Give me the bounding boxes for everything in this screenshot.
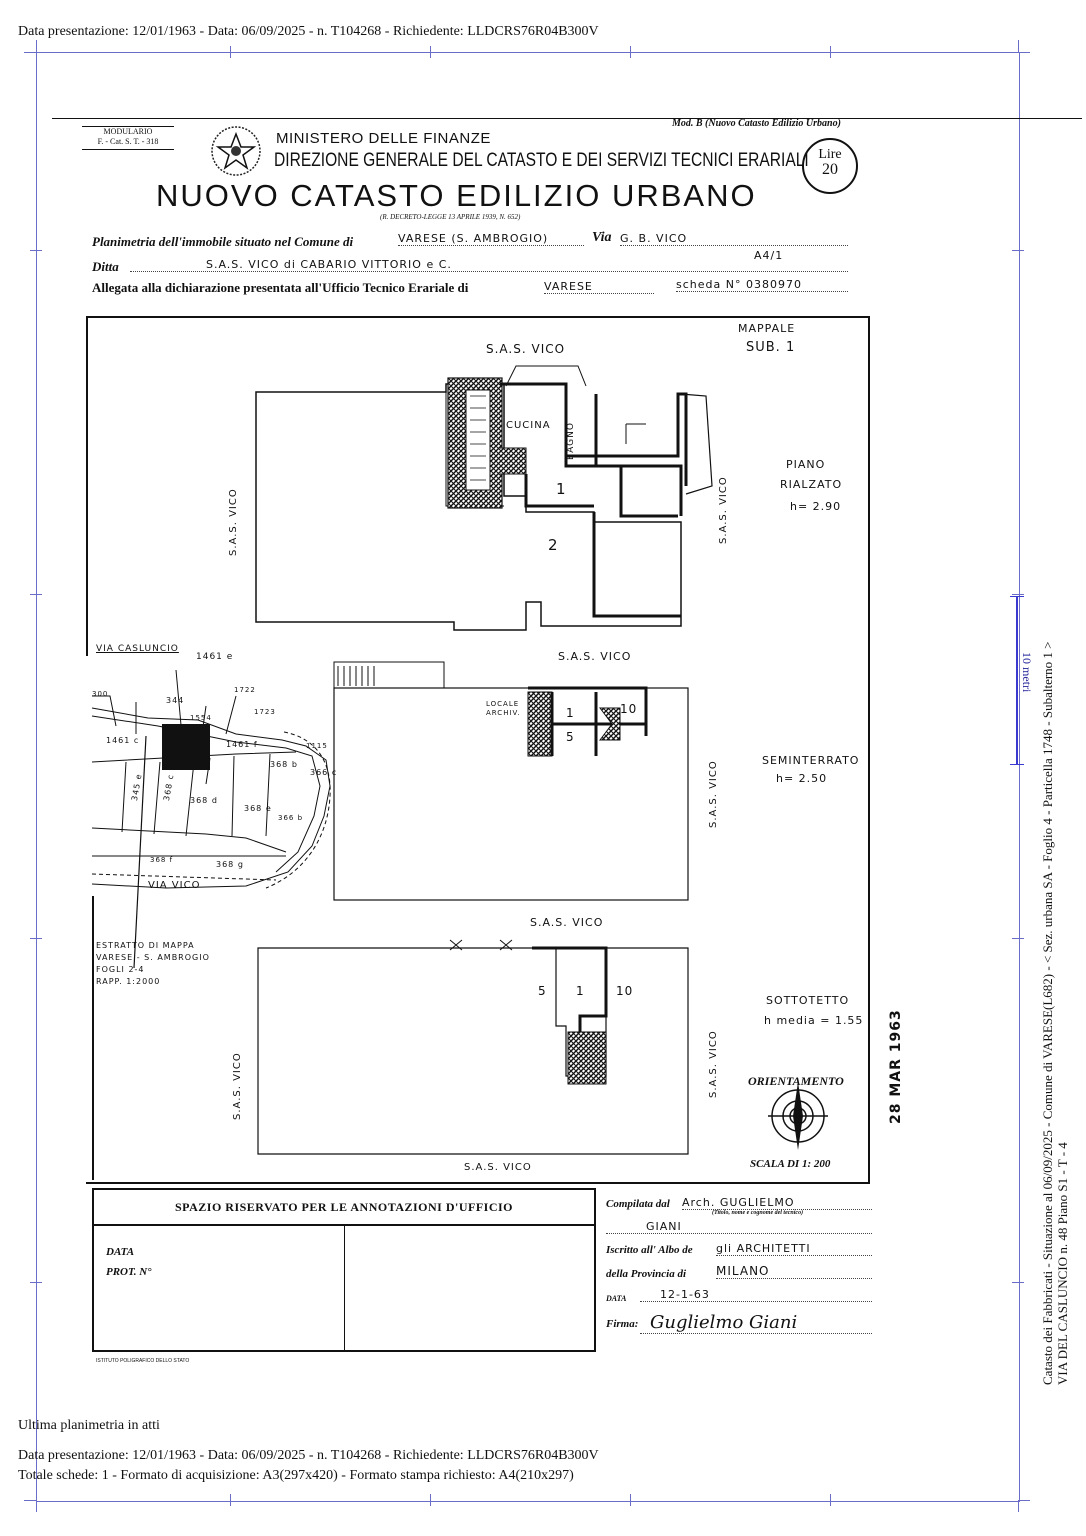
- parcel-368f: 368 f: [150, 856, 174, 864]
- via-vico-map: VIA VICO: [148, 880, 201, 891]
- via-casluncio: VIA CASLUNCIO: [96, 644, 179, 654]
- sot-right-street: S.A.S. VICO: [708, 1030, 719, 1098]
- sot-bottom-street: S.A.S. VICO: [464, 1162, 532, 1173]
- planimetria-label: Planimetria dell'immobile situato nel Comune di: [92, 234, 354, 249]
- footer-line-2: Totale schede: 1 - Formato di acquisizione: A3(297x420) - Formato stampa richiesto: A4(210x297): [18, 1468, 574, 1483]
- archivio-label: ARCHIV.: [486, 709, 521, 717]
- via-value: G. B. VICO: [620, 232, 848, 246]
- piano-rialzato-label: PIANO: [786, 458, 826, 471]
- parcel-368d: 368 d: [190, 796, 218, 805]
- sub-label: SUB. 1: [746, 340, 796, 355]
- provincia-label: della Provincia di: [606, 1268, 687, 1280]
- seminterrato-label: SEMINTERRATO: [762, 754, 860, 767]
- floor-plan: [86, 316, 870, 1182]
- sidebar-info: [1040, 285, 1070, 1385]
- parcel-1723: 1723: [254, 708, 276, 716]
- scale-label: 10 metri: [1020, 652, 1034, 693]
- parcel-368c: 368 c: [162, 773, 176, 802]
- parcel-1554: 1554: [190, 714, 212, 722]
- sem-room-10: 10: [620, 702, 638, 716]
- h-seminterrato: h= 2.50: [776, 772, 828, 785]
- compilata-hint: (Titolo, nome e cognome del tecnico): [712, 1210, 804, 1216]
- estratto-line-4: RAPP. 1:2000: [96, 977, 161, 986]
- lire-value: 20: [822, 161, 838, 178]
- piano-rialzato-label-2: RIALZATO: [780, 478, 843, 491]
- lire-stamp: [802, 138, 858, 194]
- emblem-icon: [206, 122, 266, 180]
- parcel-368g: 368 g: [216, 860, 244, 869]
- estratto-line-1: ESTRATTO DI MAPPA: [96, 941, 195, 950]
- compilata-data-label: DATA: [606, 1294, 627, 1303]
- parcel-368e: 368 e: [244, 804, 272, 813]
- parcel-1115: 1115: [306, 742, 328, 750]
- modulario-code: F. - Cat. S. T. - 318: [97, 137, 159, 146]
- estratto-line-2: VARESE - S. AMBROGIO: [96, 953, 210, 962]
- modulario-box: [82, 126, 174, 150]
- scale-bar-bottom: [1010, 764, 1024, 765]
- h-rialzato: h= 2.90: [790, 500, 842, 513]
- albo-label: Iscritto all' Albo de: [606, 1244, 693, 1256]
- ditta-value: S.A.S. VICO di CABARIO VITTORIO e C.: [130, 258, 848, 272]
- parcel-1722: 1722: [234, 686, 256, 694]
- sot-top-street: S.A.S. VICO: [530, 916, 604, 929]
- sem-room-1: 1: [566, 706, 575, 720]
- orientamento-label: ORIENTAMENTO: [748, 1074, 844, 1088]
- plan-right-street: S.A.S. VICO: [718, 476, 729, 544]
- sot-room-10: 10: [616, 984, 634, 998]
- lire-label: Lire: [818, 147, 842, 162]
- footer-ultima: Ultima planimetria in atti: [18, 1418, 160, 1433]
- annotations-box: [92, 1188, 596, 1352]
- locale-archivio: [486, 700, 521, 718]
- sottotetto-label: SOTTOTETTO: [766, 994, 850, 1007]
- scale-bar: [1016, 596, 1018, 764]
- parcel-1461c: 1461 c: [106, 736, 140, 745]
- plan-mid-street: S.A.S. VICO: [558, 650, 632, 663]
- direzione: DIREZIONE GENERALE DEL CATASTO E DEI SERVIZI TECNICI ERARIALI: [274, 150, 809, 171]
- form-title: NUOVO CATASTO EDILIZIO URBANO: [156, 178, 757, 213]
- ufficio-value: VARESE: [544, 280, 654, 294]
- ann-data-label: DATA: [106, 1246, 135, 1258]
- parcel-300: 300: [92, 690, 109, 698]
- annotations-divider: [344, 1226, 345, 1350]
- scala-label: SCALA DI 1: 200: [750, 1158, 831, 1170]
- sot-room-5: 5: [538, 984, 547, 998]
- parcel-1461f: 1461 f: [226, 740, 258, 749]
- h-sottotetto: h media = 1.55: [764, 1014, 864, 1027]
- printer-note: ISTITUTO POLIGRAFICO DELLO STATO: [96, 1358, 190, 1364]
- top-rule: [52, 118, 1082, 119]
- allegata-label: Allegata alla dichiarazione presentata all'Ufficio Tecnico Erariale di: [92, 280, 469, 295]
- compilata-value-2: GIANI: [606, 1220, 872, 1234]
- cucina-label: CUCINA: [506, 420, 551, 431]
- parcel-345e: 345 e: [130, 772, 144, 802]
- firma-signature: Guglielmo Giani: [640, 1312, 872, 1334]
- bagno-label: BAGNO: [566, 422, 576, 460]
- sidebar-line-1: Catasto dei Fabbricati - Situazione al 06/09/2025 - Comune di VARESE(L682) - < Sez. urbana SA - Foglio 4 - Particella 1748 - Subalterno 1 >: [1040, 641, 1055, 1385]
- sidebar-line-2: VIA DEL CASLUNCIO n. 48 Piano S1 - T - 4: [1055, 1142, 1070, 1385]
- annotations-title: SPAZIO RISERVATO PER LE ANNOTAZIONI D'UFFICIO: [94, 1190, 594, 1226]
- ann-prot-label: PROT. N°: [106, 1266, 152, 1278]
- provincia-value: MILANO: [716, 1264, 872, 1279]
- sem-room-5: 5: [566, 730, 575, 744]
- footer-line-1: Data presentazione: 12/01/1963 - Data: 06/09/2025 - n. T104268 - Richiedente: LLDCRS76R04B300V: [18, 1448, 599, 1463]
- header-line: Data presentazione: 12/01/1963 - Data: 06/09/2025 - n. T104268 - Richiedente: LLDCRS76R04B300V: [18, 24, 599, 39]
- firma-label: Firma:: [606, 1318, 639, 1330]
- estratto-line-3: FOGLI 2-4: [96, 965, 145, 974]
- parcel-366b: 366 b: [278, 814, 304, 822]
- ditta-label: Ditta: [92, 259, 119, 274]
- decreto: (R. DECRETO-LEGGE 13 APRILE 1939, N. 652): [380, 213, 521, 221]
- compilata-data-value: 12-1-63: [640, 1288, 872, 1302]
- stamp-date: 28 MAR 1963: [888, 1009, 904, 1124]
- parcel-366c: 366 c: [310, 768, 338, 777]
- room-2-label: 2: [548, 536, 559, 554]
- albo-value: gli ARCHITETTI: [716, 1242, 872, 1256]
- sot-left-street: S.A.S. VICO: [232, 1052, 243, 1120]
- plan-top-street: S.A.S. VICO: [486, 342, 566, 356]
- comune-value: VARESE (S. AMBROGIO): [398, 232, 584, 246]
- via-label: Via: [592, 230, 612, 245]
- compilata-value: Arch. GUGLIELMO: [682, 1196, 872, 1210]
- mappale-label: MAPPALE: [738, 322, 796, 335]
- compilata-label: Compilata dal: [606, 1198, 670, 1210]
- ministero: MINISTERO DELLE FINANZE: [276, 130, 491, 147]
- estratto-block: [96, 940, 210, 988]
- sot-room-1: 1: [576, 984, 585, 998]
- parcel-1461e: 1461 e: [196, 652, 234, 662]
- sem-right-street: S.A.S. VICO: [708, 760, 719, 828]
- parcel-368b: 368 b: [270, 760, 298, 769]
- locale-label: LOCALE: [486, 700, 520, 708]
- mod-b: Mod. B (Nuovo Catasto Edilizio Urbano): [672, 118, 841, 129]
- modulario-top: MODULARIO: [103, 127, 153, 136]
- scheda-value: scheda N° 0380970: [676, 278, 848, 292]
- parcel-344: 344: [166, 696, 185, 705]
- room-1-label: 1: [556, 480, 567, 498]
- scale-bar-top: [1010, 596, 1024, 597]
- a-code: A4/1: [754, 249, 784, 262]
- plan-left-street: S.A.S. VICO: [228, 488, 239, 556]
